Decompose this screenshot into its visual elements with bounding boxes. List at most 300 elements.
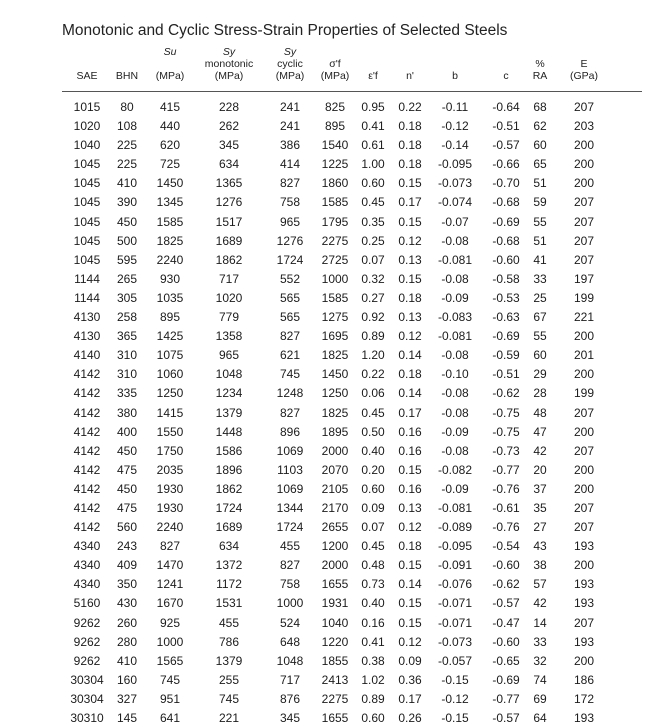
- table-cell: 0.73: [361, 577, 385, 592]
- table-cell: 827: [279, 558, 301, 573]
- table-cell: 1045: [73, 176, 101, 191]
- table-cell: 69: [533, 691, 547, 706]
- table-cell: 450: [116, 214, 138, 229]
- column-header: [570, 46, 598, 82]
- table-cell: -0.60: [492, 558, 520, 573]
- table-cell: 345: [218, 138, 240, 153]
- table-row: [0, 633, 653, 652]
- header-line2: SAE: [76, 70, 98, 82]
- table-cell: 41: [533, 252, 547, 267]
- table-cell: 1896: [215, 462, 243, 477]
- table-cell: 43: [533, 539, 547, 554]
- table-cell: 1795: [321, 214, 349, 229]
- table-cell: 524: [279, 615, 301, 630]
- header-symbol: [452, 46, 458, 58]
- table-cell: 1750: [156, 443, 184, 458]
- table-cell: -0.09: [441, 290, 469, 305]
- table-cell: 4130: [73, 329, 101, 344]
- table-cell: 0.16: [398, 481, 422, 496]
- table-cell: 440: [159, 119, 181, 134]
- table-cell: 42: [533, 596, 547, 611]
- table-cell: 60: [533, 348, 547, 363]
- table-cell: 0.25: [361, 233, 385, 248]
- table-cell: 1144: [74, 271, 100, 286]
- table-cell: -0.69: [492, 329, 520, 344]
- table-cell: 1425: [156, 329, 184, 344]
- table-cell: 1689: [215, 233, 243, 248]
- table-cell: 0.38: [361, 653, 385, 668]
- table-cell: 200: [573, 424, 595, 439]
- table-cell: 1695: [321, 329, 349, 344]
- table-cell: -0.59: [492, 348, 520, 363]
- table-cell: 1000: [156, 634, 184, 649]
- table-cell: 0.12: [398, 329, 422, 344]
- table-cell: -0.081: [437, 500, 473, 515]
- table-cell: 2655: [321, 520, 349, 535]
- table-cell: 1275: [321, 310, 349, 325]
- table-cell: 1930: [156, 500, 184, 515]
- table-cell: 0.09: [398, 653, 422, 668]
- table-cell: 1450: [156, 176, 184, 191]
- table-cell: 0.15: [398, 462, 422, 477]
- table-cell: 1.02: [361, 672, 385, 687]
- header-symbol: [503, 46, 508, 58]
- table-cell: 200: [573, 176, 595, 191]
- table-cell: -0.15: [441, 711, 469, 725]
- table-cell: -0.51: [492, 367, 520, 382]
- table-cell: 1103: [277, 462, 303, 477]
- table-cell: 0.45: [361, 195, 385, 210]
- table-cell: 1825: [321, 348, 349, 363]
- table-cell: 2035: [156, 462, 184, 477]
- table-cell: 1585: [321, 195, 349, 210]
- table-cell: 60: [533, 138, 547, 153]
- table-cell: 400: [116, 424, 138, 439]
- header-line1: σ'f: [329, 58, 341, 70]
- table-cell: 207: [573, 520, 595, 535]
- table-cell: -0.54: [492, 539, 520, 554]
- table-cell: 221: [218, 711, 240, 725]
- table-cell: 221: [573, 310, 595, 325]
- table-cell: 876: [279, 691, 301, 706]
- table-cell: 280: [116, 634, 138, 649]
- table-cell: -0.10: [441, 367, 469, 382]
- table-cell: -0.08: [441, 271, 469, 286]
- header-symbol: Sy: [222, 46, 236, 58]
- header-line2: (MPa): [320, 70, 350, 82]
- table-cell: 1895: [321, 424, 349, 439]
- table-cell: 145: [116, 711, 138, 725]
- table-cell: 1144: [74, 290, 100, 305]
- column-header: [276, 46, 305, 82]
- table-cell: 200: [573, 329, 595, 344]
- table-row: [0, 690, 653, 709]
- table-cell: 827: [279, 329, 301, 344]
- table-cell: 0.07: [361, 520, 385, 535]
- table-cell: 200: [573, 558, 595, 573]
- table-cell: 0.48: [361, 558, 385, 573]
- table-row: [0, 251, 653, 270]
- table-cell: -0.69: [492, 214, 520, 229]
- table-cell: 1540: [321, 138, 349, 153]
- table-cell: 74: [533, 672, 547, 687]
- table-cell: 51: [533, 176, 547, 191]
- table-cell: 108: [116, 119, 138, 134]
- table-row: [0, 117, 653, 136]
- table-cell: 1241: [156, 577, 184, 592]
- table-cell: 200: [573, 462, 595, 477]
- table-cell: 193: [573, 577, 595, 592]
- table-cell: 207: [573, 443, 595, 458]
- table-cell: 621: [279, 348, 301, 363]
- table-cell: 172: [573, 691, 595, 706]
- table-cell: 1415: [156, 405, 184, 420]
- table-cell: 207: [573, 405, 595, 420]
- table-cell: 1045: [73, 214, 101, 229]
- table-cell: 1655: [321, 711, 349, 725]
- header-line2: n': [406, 70, 414, 82]
- table-cell: 930: [159, 271, 181, 286]
- table-cell: -0.095: [437, 157, 473, 172]
- table-cell: 9262: [73, 615, 101, 630]
- table-row: [0, 671, 653, 690]
- table-cell: 4130: [73, 310, 101, 325]
- table-cell: -0.07: [441, 214, 469, 229]
- table-cell: 1670: [156, 596, 184, 611]
- table-cell: 475: [116, 462, 138, 477]
- table-cell: 951: [159, 691, 181, 706]
- table-cell: 193: [573, 596, 595, 611]
- table-cell: 0.60: [361, 176, 385, 191]
- table-cell: 634: [218, 539, 240, 554]
- table-cell: 1248: [276, 386, 304, 401]
- table-cell: 365: [116, 329, 138, 344]
- table-cell: -0.61: [492, 500, 520, 515]
- table-cell: 193: [573, 711, 595, 725]
- table-cell: 0.07: [361, 252, 385, 267]
- table-cell: 1372: [215, 558, 243, 573]
- header-line1: E: [580, 58, 588, 70]
- table-cell: -0.62: [492, 577, 520, 592]
- table-cell: 455: [279, 539, 301, 554]
- table-cell: 1250: [321, 386, 349, 401]
- table-cell: 0.14: [398, 386, 422, 401]
- table-cell: 30304: [70, 691, 104, 706]
- table-cell: -0.076: [437, 577, 473, 592]
- table-cell: -0.12: [441, 691, 469, 706]
- table-cell: 0.14: [398, 577, 422, 592]
- table-cell: 386: [279, 138, 301, 153]
- table-cell: -0.64: [492, 100, 520, 114]
- header-line1: cyclic: [277, 58, 303, 70]
- table-cell: 0.16: [398, 443, 422, 458]
- table-cell: 38: [533, 558, 547, 573]
- table-cell: 1045: [73, 157, 101, 172]
- table-row: [0, 461, 653, 480]
- table-cell: 1234: [215, 386, 243, 401]
- table-cell: 475: [116, 500, 138, 515]
- table-cell: 895: [159, 310, 181, 325]
- table-cell: 745: [159, 672, 181, 687]
- table-cell: -0.09: [441, 424, 469, 439]
- table-cell: 0.45: [361, 405, 385, 420]
- table-cell: 0.22: [361, 367, 385, 382]
- header-symbol: [368, 46, 378, 58]
- table-cell: 2105: [321, 481, 349, 496]
- table-title: Monotonic and Cyclic Stress-Strain Properties of Selected Steels: [62, 22, 508, 39]
- table-cell: 0.40: [361, 596, 385, 611]
- table-cell: 25: [533, 290, 547, 305]
- header-line2: (MPa): [214, 70, 244, 82]
- table-cell: 415: [159, 100, 181, 114]
- table-cell: 68: [533, 100, 547, 114]
- table-cell: 0.15: [398, 615, 422, 630]
- table-cell: 0.17: [398, 195, 422, 210]
- table-cell: 0.17: [398, 405, 422, 420]
- table-cell: 779: [218, 310, 240, 325]
- table-cell: 745: [279, 367, 301, 382]
- table-cell: -0.15: [441, 672, 469, 687]
- table-cell: 0.13: [398, 500, 422, 515]
- table-cell: 0.92: [361, 310, 385, 325]
- table-cell: 0.09: [361, 500, 385, 515]
- table-cell: 0.06: [361, 386, 385, 401]
- table-cell: 1020: [215, 290, 243, 305]
- table-cell: 9262: [73, 634, 101, 649]
- table-cell: 0.13: [398, 252, 422, 267]
- table-cell: 1045: [73, 252, 101, 267]
- table-cell: 0.36: [398, 672, 422, 687]
- table-cell: -0.76: [492, 481, 520, 496]
- table-cell: 2275: [321, 233, 349, 248]
- table-cell: 0.15: [398, 596, 422, 611]
- table-cell: 1045: [73, 233, 101, 248]
- table-cell: 0.60: [361, 481, 385, 496]
- header-line1: [116, 58, 138, 70]
- table-cell: 595: [116, 252, 138, 267]
- table-cell: 925: [159, 615, 181, 630]
- table-cell: 1040: [73, 138, 101, 153]
- header-symbol: [76, 46, 97, 58]
- table-row: [0, 614, 653, 633]
- header-line1: [368, 58, 378, 70]
- table-cell: 1825: [321, 405, 349, 420]
- table-cell: 0.32: [361, 271, 385, 286]
- column-header: [406, 46, 414, 82]
- table-cell: -0.53: [492, 290, 520, 305]
- table-cell: 0.22: [398, 100, 422, 114]
- table-cell: 207: [573, 214, 595, 229]
- table-cell: 2275: [321, 691, 349, 706]
- table-cell: 33: [533, 271, 547, 286]
- table-row: [0, 213, 653, 232]
- table-row: [0, 174, 653, 193]
- table-cell: 0.12: [398, 233, 422, 248]
- table-row: [0, 404, 653, 423]
- table-cell: 1565: [156, 653, 184, 668]
- table-cell: -0.57: [492, 711, 520, 725]
- header-line1: monotonic: [204, 58, 254, 70]
- header-line1: [156, 58, 185, 70]
- table-cell: 200: [573, 653, 595, 668]
- table-cell: 1550: [156, 424, 184, 439]
- table-cell: 827: [279, 176, 301, 191]
- table-cell: 42: [533, 443, 547, 458]
- table-row: [0, 98, 653, 117]
- table-cell: 1250: [156, 386, 184, 401]
- table-row: [0, 327, 653, 346]
- table-cell: -0.75: [492, 405, 520, 420]
- table-cell: 1358: [215, 329, 243, 344]
- table-cell: 0.60: [361, 711, 385, 725]
- table-row: [0, 289, 653, 308]
- table-cell: 1035: [156, 290, 184, 305]
- column-header: [205, 46, 253, 82]
- table-row: [0, 423, 653, 442]
- table-cell: 1689: [215, 520, 243, 535]
- table-cell: 0.13: [398, 310, 422, 325]
- table-cell: 32: [533, 653, 547, 668]
- table-cell: 335: [116, 386, 138, 401]
- table-cell: 1655: [321, 577, 349, 592]
- table-cell: 1200: [321, 539, 349, 554]
- table-row: [0, 155, 653, 174]
- table-cell: 29: [533, 367, 547, 382]
- table-cell: 1862: [215, 252, 243, 267]
- table-cell: 1220: [321, 634, 349, 649]
- table-cell: 1585: [156, 214, 184, 229]
- table-cell: 1015: [73, 100, 101, 114]
- table-cell: 55: [533, 329, 547, 344]
- header-line1: [406, 58, 414, 70]
- table-cell: 1379: [215, 405, 243, 420]
- header-line1: [503, 58, 508, 70]
- table-cell: -0.68: [492, 195, 520, 210]
- column-header: [452, 46, 458, 82]
- table-cell: -0.081: [437, 329, 473, 344]
- table-cell: -0.57: [492, 138, 520, 153]
- table-cell: 1.20: [361, 348, 385, 363]
- table-cell: 1365: [215, 176, 243, 191]
- table-cell: 67: [533, 310, 547, 325]
- table-cell: -0.095: [437, 539, 473, 554]
- table-cell: 0.40: [361, 443, 385, 458]
- table-cell: 28: [533, 386, 547, 401]
- table-cell: 193: [573, 539, 595, 554]
- table-cell: 1069: [276, 443, 304, 458]
- table-cell: 186: [573, 672, 595, 687]
- table-cell: 0.18: [398, 119, 422, 134]
- table-cell: -0.074: [437, 195, 473, 210]
- table-cell: 1931: [321, 596, 349, 611]
- table-cell: 243: [116, 539, 138, 554]
- table-cell: 265: [116, 271, 138, 286]
- table-cell: 1060: [156, 367, 184, 382]
- table-cell: 1225: [321, 157, 349, 172]
- table-cell: 1585: [321, 290, 349, 305]
- table-cell: 2170: [321, 500, 349, 515]
- table-cell: -0.58: [492, 271, 520, 286]
- table-cell: 450: [116, 481, 138, 496]
- table-cell: -0.071: [437, 615, 473, 630]
- table-cell: -0.08: [441, 443, 469, 458]
- table-cell: 59: [533, 195, 547, 210]
- table-cell: 199: [573, 290, 595, 305]
- table-cell: -0.65: [492, 653, 520, 668]
- table-cell: 1020: [73, 119, 101, 134]
- header-line2: (GPa): [569, 70, 599, 82]
- table-row: [0, 365, 653, 384]
- table-cell: 200: [573, 481, 595, 496]
- table-cell: 203: [573, 119, 595, 134]
- table-cell: 2070: [321, 462, 349, 477]
- table-cell: 0.18: [398, 539, 422, 554]
- table-row: [0, 270, 653, 289]
- table-cell: 0.26: [398, 711, 422, 725]
- table-cell: -0.66: [492, 157, 520, 172]
- table-cell: 9262: [73, 653, 101, 668]
- table-cell: 0.20: [361, 462, 385, 477]
- table-cell: 430: [116, 596, 138, 611]
- table-row: [0, 518, 653, 537]
- table-cell: 500: [116, 233, 138, 248]
- header-symbol: [533, 46, 548, 58]
- header-symbol: Sy: [283, 46, 297, 58]
- table-cell: -0.082: [437, 462, 473, 477]
- header-symbol: Su: [163, 46, 177, 58]
- table-cell: 641: [159, 711, 181, 725]
- table-cell: -0.11: [441, 100, 469, 114]
- table-cell: 4142: [73, 386, 101, 401]
- table-cell: -0.071: [437, 596, 473, 611]
- table-cell: 0.45: [361, 539, 385, 554]
- table-cell: 1450: [321, 367, 349, 382]
- table-cell: -0.09: [441, 481, 469, 496]
- table-cell: 895: [324, 119, 346, 134]
- table-cell: 2240: [156, 520, 184, 535]
- table-cell: 825: [324, 100, 346, 114]
- table-cell: 241: [279, 119, 301, 134]
- table-cell: 0.15: [398, 558, 422, 573]
- table-cell: 4142: [73, 367, 101, 382]
- table-cell: 0.18: [398, 138, 422, 153]
- table-cell: 380: [116, 405, 138, 420]
- table-cell: 1531: [215, 596, 243, 611]
- table-cell: -0.081: [437, 252, 473, 267]
- header-symbol: [116, 46, 138, 58]
- table-cell: -0.68: [492, 233, 520, 248]
- table-cell: -0.091: [437, 558, 473, 573]
- table-cell: 1000: [321, 271, 349, 286]
- table-cell: 27: [533, 520, 547, 535]
- table-cell: 1855: [321, 653, 349, 668]
- table-cell: 4142: [73, 405, 101, 420]
- table-cell: 305: [116, 290, 138, 305]
- header-rule: [62, 91, 642, 92]
- table-cell: 965: [218, 348, 240, 363]
- table-row: [0, 480, 653, 499]
- table-cell: 310: [116, 367, 138, 382]
- table-row: [0, 537, 653, 556]
- table-cell: 33: [533, 634, 547, 649]
- table-cell: 1045: [73, 195, 101, 210]
- table-cell: -0.08: [441, 405, 469, 420]
- table-cell: 20: [533, 462, 547, 477]
- table-cell: 1862: [215, 481, 243, 496]
- table-cell: 565: [279, 310, 301, 325]
- table-body: [0, 98, 653, 728]
- table-cell: 565: [279, 290, 301, 305]
